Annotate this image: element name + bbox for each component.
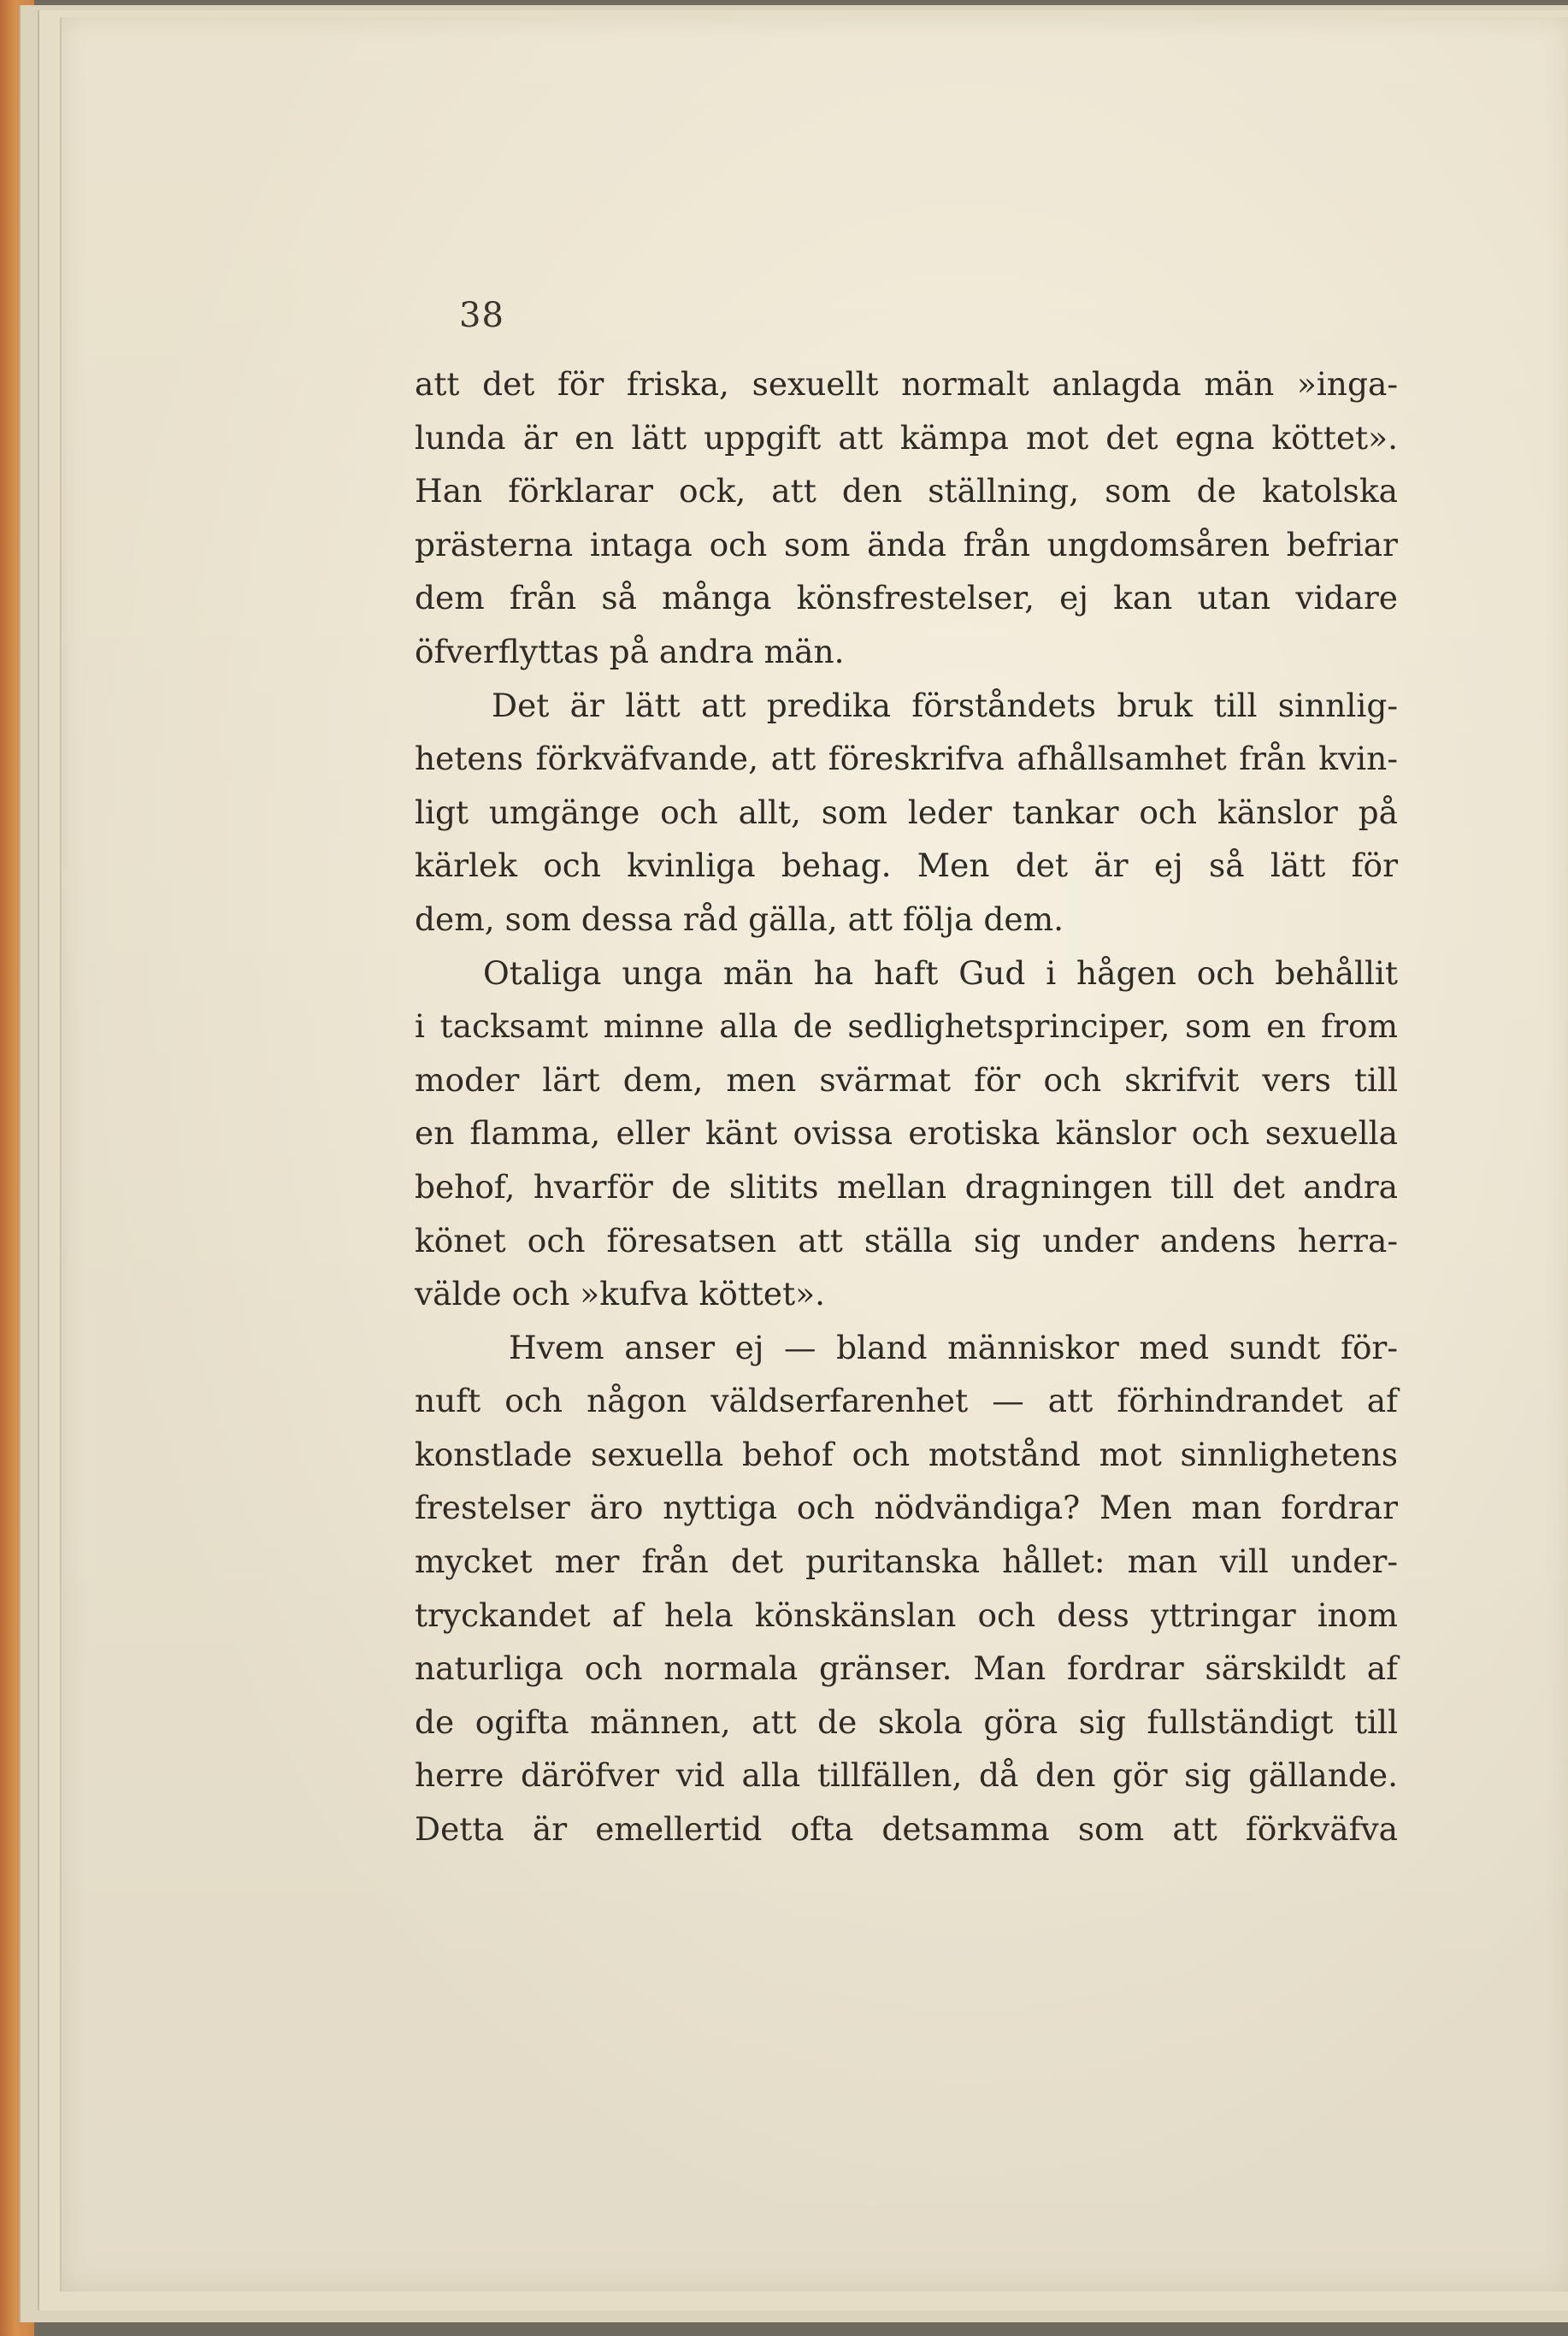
text-line: dem från så många könsfrestelser, ej kan utan vidare	[415, 579, 1398, 617]
text-line: herre däröfver vid alla tillfällen, då den gör sig gällande.	[415, 1756, 1398, 1795]
text-line: Det är lätt att predika förståndets bruk till sinnlig-	[492, 686, 1398, 724]
text-line: välde och »kufva köttet».	[415, 1275, 826, 1313]
text-line: ligt umgänge och allt, som leder tankar och känslor på	[415, 793, 1398, 831]
text-line: öfverflyttas på andra män.	[415, 632, 845, 670]
text-line: i tacksamt minne alla de sedlighetsprinciper, som en from	[415, 1007, 1398, 1046]
text-line: naturliga och normala gränser. Man fordrar särskildt af	[415, 1649, 1398, 1688]
text-line: dem, som dessa råd gälla, att följa dem.	[415, 900, 1064, 938]
text-line: Otaliga unga män ha haft Gud i hågen och behållit	[483, 953, 1398, 992]
text-line: Hvem anser ej — bland människor med sundt för-	[509, 1328, 1398, 1366]
text-line: frestelser äro nyttiga och nödvändiga? Men man fordrar	[415, 1489, 1398, 1527]
text-line: hetens förkväfvande, att föreskrifva afhållsamhet från kvin-	[415, 740, 1398, 778]
text-line: att det för friska, sexuellt normalt anlagda män »inga-	[415, 365, 1398, 403]
text-line: behof, hvarför de slitits mellan dragningen till det andra	[415, 1167, 1398, 1206]
book-page	[60, 17, 1568, 2292]
text-line: Han förklarar ock, att den ställning, som de katolska	[415, 472, 1398, 510]
text-line: könet och föresatsen att ställa sig under andens herra-	[415, 1221, 1398, 1259]
text-line: en flamma, eller känt ovissa erotiska känslor och sexuella	[415, 1114, 1398, 1153]
text-line: nuft och någon väldserfarenhet — att förhindrandet af	[415, 1382, 1398, 1420]
text-line: Detta är emellertid ofta detsamma som att förkväfva	[415, 1810, 1398, 1849]
text-line: moder lärt dem, men svärmat för och skrifvit vers till	[415, 1060, 1398, 1099]
page-number: 38	[459, 296, 504, 335]
text-line: tryckandet af hela könskänslan och dess yttringar inom	[415, 1596, 1398, 1634]
text-line: prästerna intaga och som ända från ungdomsåren befriar	[415, 525, 1398, 563]
text-line: konstlade sexuella behof och motstånd mot sinnlighetens	[415, 1435, 1398, 1473]
text-line: de ogifta männen, att de skola göra sig fullständigt till	[415, 1702, 1398, 1741]
body-text	[415, 357, 1398, 1856]
text-line: kärlek och kvinliga behag. Men det är ej så lätt för	[415, 847, 1398, 885]
text-line: mycket mer från det puritanska hållet: man vill under-	[415, 1543, 1398, 1581]
text-line: lunda är en lätt uppgift att kämpa mot det egna köttet».	[415, 418, 1398, 457]
